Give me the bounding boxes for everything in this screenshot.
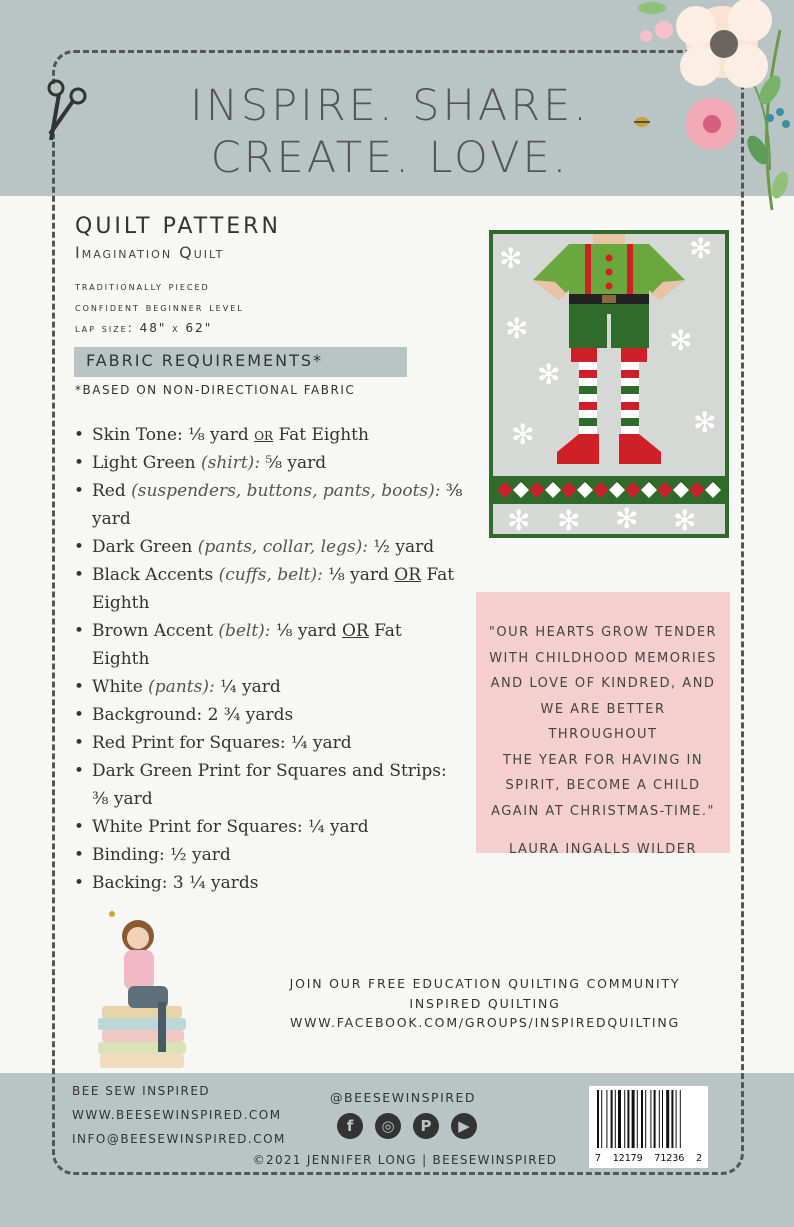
- svg-text:✻: ✻: [689, 232, 713, 265]
- fabric-item: [74, 673, 464, 701]
- fabric-amount: ⅜ yard: [92, 481, 463, 529]
- fabric-alt-amount: Fat Eighth: [278, 425, 369, 445]
- svg-text:✻: ✻: [693, 406, 717, 439]
- svg-text:✻: ✻: [615, 502, 639, 535]
- motto-line-2: CREATE. LOVE.: [210, 133, 570, 183]
- community-line-1: JOIN OUR FREE EDUCATION QUILTING COMMUNITY: [289, 976, 681, 991]
- barcode: [589, 1086, 708, 1168]
- fabric-name: Binding:: [92, 845, 165, 865]
- fabric-use-note: (belt):: [218, 621, 271, 641]
- quote-line: AND LOVE OF KINDRED, AND: [490, 676, 716, 691]
- fabric-use-note: (cuffs, belt):: [218, 565, 323, 585]
- fabric-amount: ¼ yard: [308, 817, 369, 837]
- fabric-name: Background:: [92, 705, 203, 725]
- email-link[interactable]: INFO@BEESEWINSPIRED.COM: [72, 1132, 286, 1146]
- fabric-name: Dark Green Print for Squares and Strips:: [92, 761, 447, 781]
- quote-line: AGAIN AT CHRISTMAS-TIME.": [491, 803, 715, 819]
- motto-line-1: INSPIRE. SHARE.: [190, 81, 590, 131]
- spec-level: confident beginner level: [75, 300, 244, 314]
- facebook-icon[interactable]: f: [337, 1113, 363, 1139]
- fabric-or: or: [254, 425, 274, 445]
- flower-decoration: [620, 0, 794, 225]
- svg-text:✻: ✻: [505, 312, 529, 345]
- youtube-icon[interactable]: ▶: [451, 1113, 477, 1139]
- spec-piecing: traditionally pieced: [75, 279, 210, 293]
- fabric-name: White: [92, 677, 143, 697]
- barcode-digit-4: 2: [695, 1153, 702, 1164]
- pinterest-icon[interactable]: P: [413, 1113, 439, 1139]
- fabric-item: [74, 617, 464, 673]
- quote-author: LAURA INGALLS WILDER: [508, 842, 698, 857]
- motto: [150, 80, 630, 184]
- fabric-name: Backing:: [92, 873, 168, 893]
- fabric-amount: ⅝ yard: [265, 453, 327, 473]
- community-line-2: INSPIRED QUILTING: [409, 995, 561, 1011]
- fabric-item: [74, 533, 464, 561]
- fabric-or: OR: [394, 565, 422, 585]
- svg-text:✻: ✻: [507, 504, 531, 537]
- fabric-name: Dark Green: [92, 537, 193, 557]
- fabric-amount: ⅜ yard: [92, 789, 153, 809]
- svg-text:✻: ✻: [511, 418, 535, 451]
- fabric-name: Black Accents: [92, 565, 214, 585]
- fabric-item: [74, 449, 464, 477]
- quote-line: SPIRIT, BECOME A CHILD: [505, 778, 701, 793]
- copyright: ©2021 JENNIFER LONG | BEESEWINSPIRED: [252, 1153, 558, 1167]
- fabric-amount: ⅛ yard: [275, 621, 337, 641]
- fabric-note: *BASED ON NON-DIRECTIONAL FABRIC: [75, 383, 356, 397]
- fabric-name: Red Print for Squares:: [92, 733, 286, 753]
- barcode-bars: [595, 1090, 702, 1148]
- barcode-digit-3: 71236: [654, 1153, 685, 1164]
- svg-text:✻: ✻: [557, 504, 581, 537]
- website-link[interactable]: WWW.BEESEWINSPIRED.COM: [72, 1108, 282, 1122]
- fabric-amount: 2 ¾ yards: [207, 705, 294, 725]
- community-link[interactable]: WWW.FACEBOOK.COM/GROUPS/INSPIREDQUILTING: [289, 1015, 681, 1030]
- quote-text: [488, 620, 718, 824]
- fabric-name: Brown Accent: [92, 621, 213, 641]
- fabric-alt-amount: Fat Eighth: [92, 621, 402, 669]
- barcode-digit-1: 7: [595, 1153, 602, 1164]
- fabric-item: [74, 841, 464, 869]
- fabric-amount: ½ yard: [170, 845, 231, 865]
- fabric-item: [74, 421, 464, 449]
- fabric-alt-amount: Fat Eighth: [92, 565, 455, 613]
- svg-text:✻: ✻: [673, 504, 697, 537]
- pattern-specs: [75, 276, 244, 339]
- quote-line: "OUR HEARTS GROW TENDER: [488, 625, 718, 640]
- fabric-item: [74, 757, 464, 813]
- quote-line: WE ARE BETTER THROUGHOUT: [540, 701, 666, 742]
- barcode-digits: [595, 1153, 702, 1164]
- quote-line: WITH CHILDHOOD MEMORIES: [489, 650, 717, 666]
- fabric-use-note: (pants):: [148, 677, 215, 697]
- social-links: [337, 1113, 477, 1139]
- elf-quilt-image: [489, 230, 729, 538]
- fabric-or: OR: [342, 621, 369, 641]
- footer-contact: [72, 1079, 286, 1151]
- social-handle: @BEESEWINSPIRED: [330, 1090, 476, 1105]
- pattern-name: Imagination Quilt: [75, 243, 225, 262]
- fabric-item: [74, 729, 464, 757]
- fabric-amount: ¼ yard: [220, 677, 281, 697]
- fabric-item: [74, 813, 464, 841]
- fabric-item: [74, 477, 464, 533]
- svg-text:✻: ✻: [537, 358, 561, 391]
- fabric-use-note: (pants, collar, legs):: [197, 537, 369, 557]
- instagram-icon[interactable]: ◎: [375, 1113, 401, 1139]
- quilter-illustration: [92, 906, 192, 1074]
- svg-text:✻: ✻: [669, 324, 693, 357]
- barcode-digit-2: 12179: [612, 1153, 643, 1164]
- fabric-name: Light Green: [92, 453, 196, 473]
- svg-text:✻: ✻: [499, 242, 523, 275]
- fabric-use-note: (suspenders, buttons, pants, boots):: [131, 481, 441, 501]
- spec-size: lap size: 48" x 62": [75, 321, 213, 335]
- fabric-amount: ¼ yard: [291, 733, 352, 753]
- scissors-icon: [38, 74, 94, 144]
- fabric-item: [74, 869, 464, 897]
- fabric-requirements-header: FABRIC REQUIREMENTS*: [74, 347, 407, 377]
- quote-line: THE YEAR FOR HAVING IN: [502, 752, 704, 768]
- fabric-amount: ⅛ yard: [328, 565, 389, 585]
- fabric-requirements-list: [74, 421, 464, 897]
- fabric-name: Red: [92, 481, 126, 501]
- fabric-item: [74, 701, 464, 729]
- fabric-name: White Print for Squares:: [92, 817, 303, 837]
- fabric-amount: 3 ¼ yards: [172, 873, 259, 893]
- fabric-name: Skin Tone:: [92, 425, 183, 445]
- quote-box: [476, 592, 730, 857]
- community-info: [260, 974, 710, 1033]
- brand-name: BEE SEW INSPIRED: [72, 1084, 211, 1098]
- fabric-amount: ⅛ yard: [188, 425, 249, 445]
- fabric-amount: ½ yard: [373, 537, 435, 557]
- fabric-use-note: (shirt):: [200, 453, 261, 473]
- fabric-item: [74, 561, 464, 617]
- pattern-title: QUILT PATTERN: [75, 214, 281, 239]
